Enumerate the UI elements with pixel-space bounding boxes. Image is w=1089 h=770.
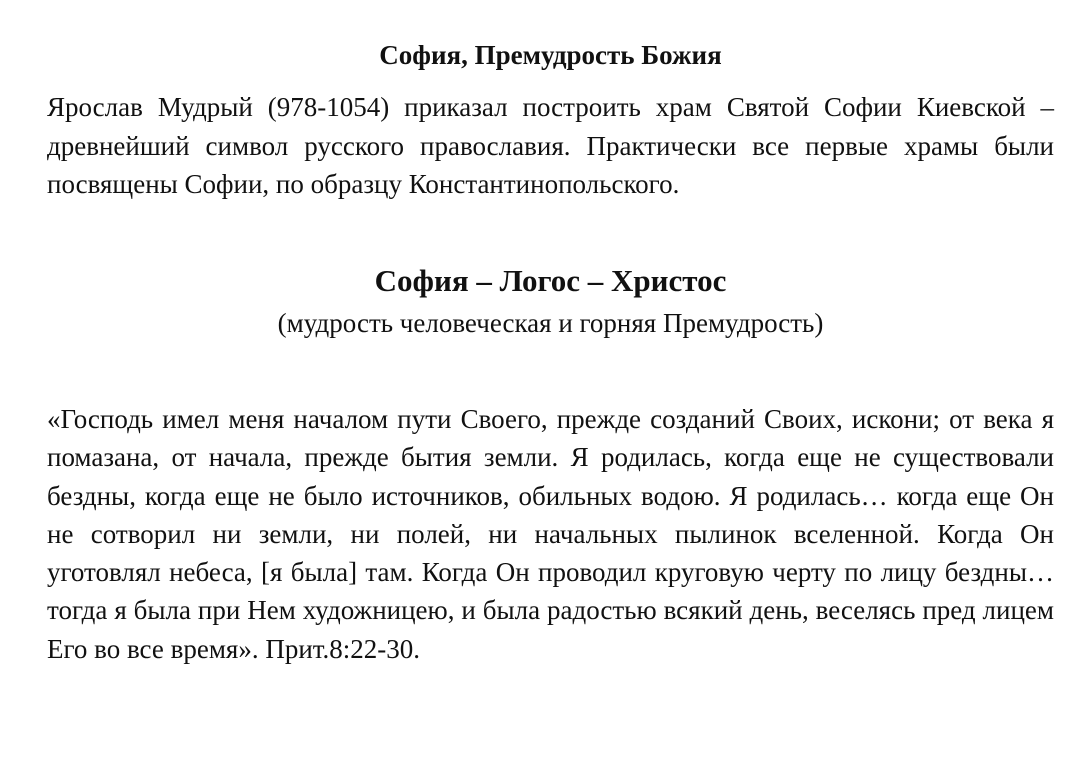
document-page — [47, 0, 1054, 770]
section-title-sophia-logos-christ: София – Логос – Христос — [374, 263, 727, 298]
section-subtitle: (мудрость человеческая и горняя Премудрость) — [277, 308, 824, 338]
scripture-quote: «Господь имел меня началом пути Своего, прежде созданий Своих, искони; от века я помазана, от начала, прежде бытия земли. Я родилась, когда еще не существовали бездны, когда еще не было источников, обильных водою. Я родилась… когда еще Он не сотворил ни земли, ни полей, ни начальных пылинок вселенной. Когда Он уготовлял небеса, [я была] там. Когда Он проводил круговую черту по лицу бездны… тогда я была при Нем художницею, и была радостью всякий день, веселясь пред лицем Его во все время». Прит.8:22-30. — [47, 404, 1054, 664]
section-title-sophia-wisdom: София, Премудрость Божия — [379, 40, 722, 70]
intro-paragraph: Ярослав Мудрый (978-1054) приказал построить храм Святой Софии Киевской – древнейший символ русского православия. Практически все первые храмы были посвящены Софии, по образцу Константинопольского. — [47, 92, 1054, 199]
